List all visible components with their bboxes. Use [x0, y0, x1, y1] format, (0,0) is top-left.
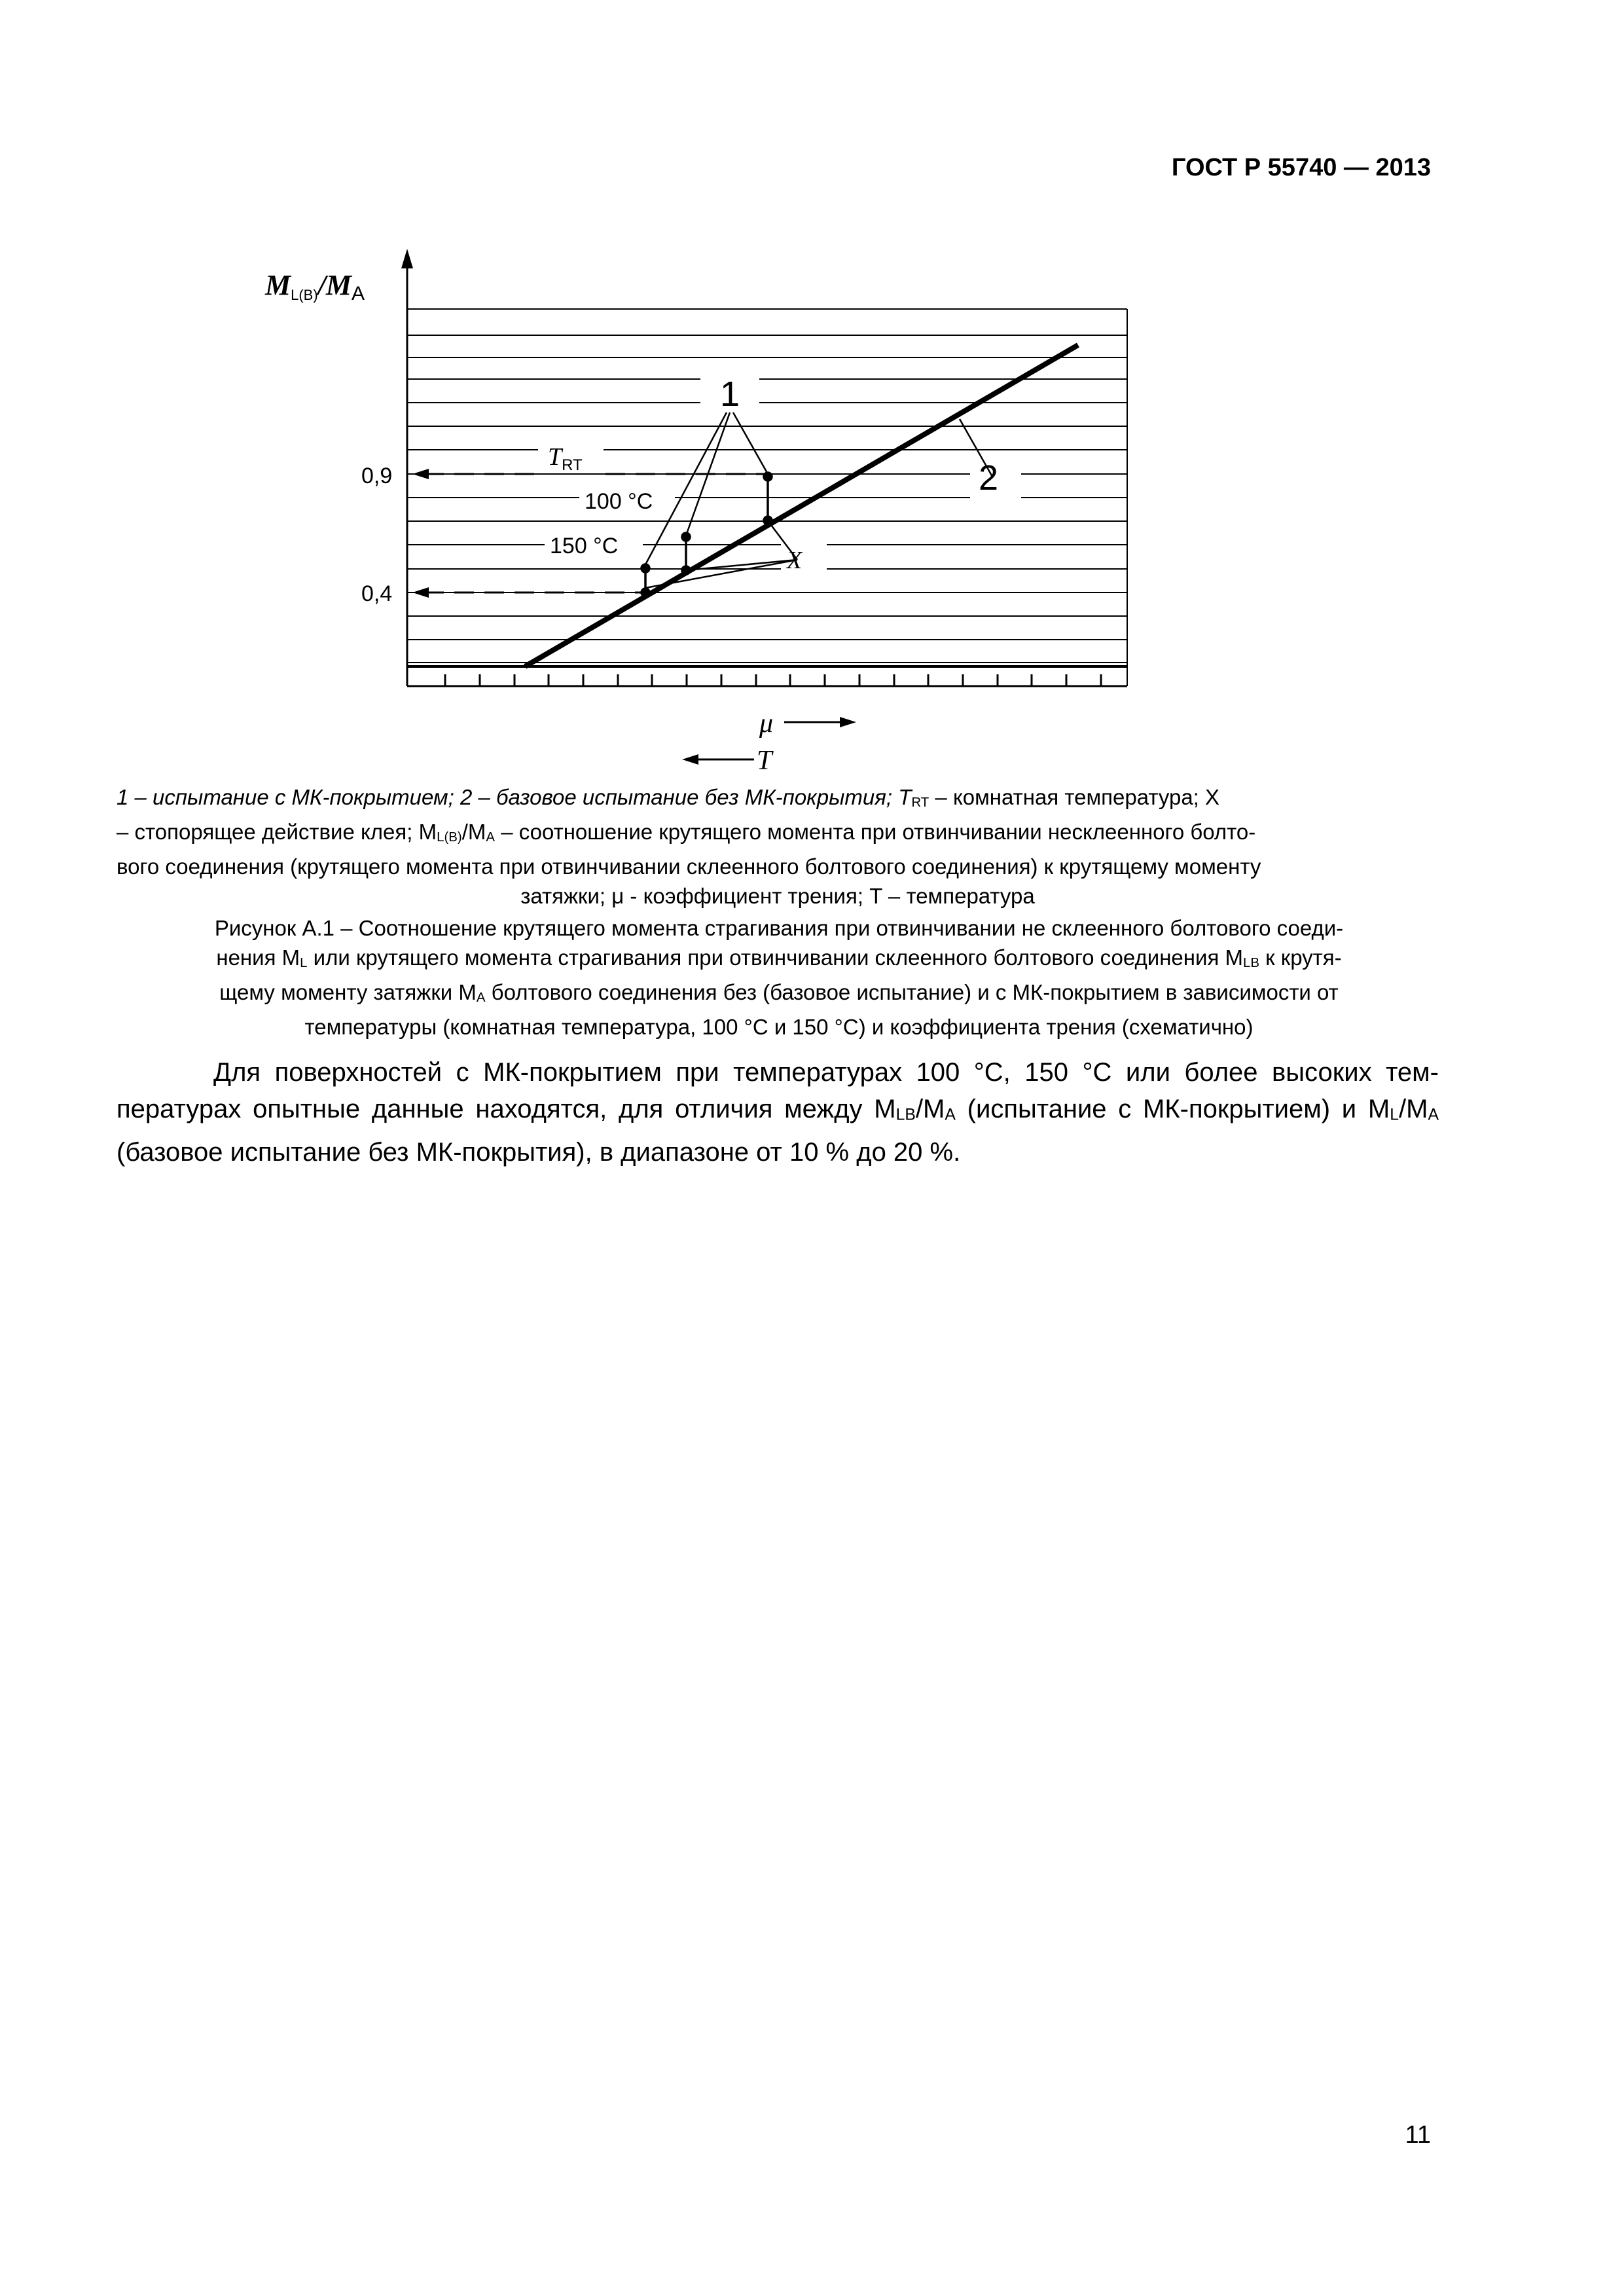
mu-arrow-head: [840, 717, 856, 727]
mu-axis-label: μ: [759, 708, 774, 738]
page-number: 11: [1405, 2121, 1431, 2149]
x-marker-label: X: [787, 547, 803, 574]
temp-100-label: 100 °C: [585, 489, 653, 514]
temp-150-label: 150 °C: [550, 534, 619, 558]
figure-a1-diagram: [0, 0, 1624, 792]
t-arrow-head: [682, 754, 698, 765]
arrow-left-09: [412, 469, 429, 479]
t-axis-label: T: [757, 746, 772, 776]
tick-label-04: 0,4: [361, 581, 393, 606]
arrow-left-04: [412, 587, 429, 598]
y-axis-arrow: [401, 249, 413, 268]
body-paragraph: Для поверхностей с МК-покрытием при температурах 100 °С, 150 °С или более высоких тем-пературах опытные данные находятся, для отличия между $M_{LB}/M_A$ (испытание с МК-покрытием) и $M_L/M_A$ (базовое испытание без МК-покрытия), в диапазоне от 10 % до 20 %.: [117, 1058, 1439, 1167]
document-header: ГОСТ Р 55740 — 2013: [1171, 154, 1431, 181]
callout-1: 1: [720, 374, 740, 414]
callout-2: 2: [979, 458, 999, 498]
x-axis-ticks: [445, 674, 1101, 686]
figure-legend: 1 – испытание с МК-покрытием; 2 – базовое испытание без МК-покрытия; $T_{RT}$ – комнатная температура; X – стопорящее действие клея; $M_{L(B)}/M_A$ – соотношение крутящего момента при отвинчивании несклеенного болто- вого соединения (крутящего момента при отвинчивании склеенного болтового соединения) к крутящему моменту затяжки; μ - коэффициент трения; T – температура: [117, 785, 1261, 909]
figure-caption: Рисунок А.1 – Соотношение крутящего момента страгивания при отвинчивании не склеенного болтового соеди- нения $M_L$ или крутящего момента страгивания при отвинчивании склеенного болтового соединения $M_{LB}$ к крутя- щему моменту затяжки $M_A$ болтового соединения без (базовое испытание) и с МК-покрытием в зависимости от температуры (комнатная температура, 100 °С и 150 °С) и коэффициента трения (схематично): [214, 916, 1344, 1040]
tick-label-09: 0,9: [361, 464, 393, 488]
y-axis-label: ML(B)/MA: [265, 269, 365, 304]
trt-label: $T_{RT}$: [548, 443, 583, 474]
